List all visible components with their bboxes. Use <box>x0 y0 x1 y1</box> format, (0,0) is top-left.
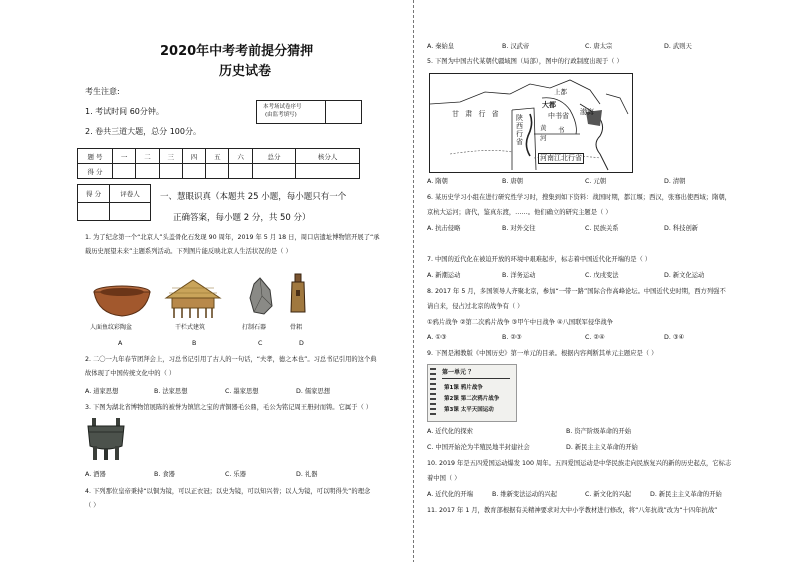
question-4-text: 4. 下列那位皇帝秉持“以铜为镜，可以正衣冠；以史为镜，可以知兴替；以人为镜，可以明得失”的理念 <box>85 488 371 495</box>
chipped-stone-tool-image <box>248 276 274 316</box>
question-11-text: 11. 2017 年 1 月，教育部根据有关精神要求对大中小学教材进行修改，将“八年抗战”改为“十四年抗战” <box>427 507 718 514</box>
q3-option-b[interactable]: B. 食器 <box>154 471 175 478</box>
lesson-1: 第1课 鸦片战争 <box>444 385 483 391</box>
question-4-text-cont: （ ） <box>85 502 100 509</box>
exam-subtitle: 历史试卷 <box>219 64 272 79</box>
section-grader-field[interactable] <box>110 203 151 221</box>
seat-number-box <box>256 100 362 124</box>
score-table-row <box>78 164 360 179</box>
q6-option-d[interactable]: D. 科技创新 <box>664 225 699 232</box>
option-letter-c: C <box>258 340 263 347</box>
notice-item: 1. 考试时间 60分钟。 <box>85 107 164 116</box>
q9-option-a[interactable]: A. 近代化的探索 <box>427 428 473 435</box>
seat-number-label: 本考场试卷序号 <box>263 104 302 110</box>
q3-option-c[interactable]: C. 乐器 <box>225 471 246 478</box>
score-cell[interactable] <box>136 164 159 179</box>
score-cell[interactable] <box>229 164 252 179</box>
q5-option-d[interactable]: D. 清朝 <box>664 178 686 185</box>
score-header-cell: 三 <box>159 149 182 164</box>
q6-option-b[interactable]: B. 对外交往 <box>502 225 536 232</box>
exam-title: 2020年中考考前提分猜押 <box>160 44 314 59</box>
section-score-box <box>77 184 151 221</box>
section-title: 一、慧眼识真（本题共 25 小题，每小题只有一个 <box>160 192 347 202</box>
stilt-house-image <box>162 278 224 320</box>
unit-contents-image <box>427 364 517 422</box>
column-divider <box>413 0 414 562</box>
question-2-text: 2. 二〇一九年春节团拜会上，习总书记引用了古人的一句话，“夫孝，德之本也”。习总书记引用的这个典 <box>85 356 377 363</box>
q8-option-d[interactable]: D. ③④ <box>664 334 685 341</box>
q4-option-c[interactable]: C. 唐太宗 <box>585 43 613 50</box>
map-label-gansu: 甘 肃 行 省 <box>452 110 501 118</box>
q9-option-d[interactable]: D. 新民主主义革命的开始 <box>566 444 638 451</box>
q7-option-d[interactable]: D. 新文化运动 <box>664 272 705 279</box>
map-label-dadu: 大都 <box>542 101 556 109</box>
q9-option-c[interactable]: C. 中国开始沦为半殖民地半封建社会 <box>427 444 530 451</box>
q10-option-d[interactable]: D. 新民主主义革命的开始 <box>650 491 722 498</box>
q8-option-c[interactable]: C. ②④ <box>585 334 605 341</box>
map-label-henan: 河南江北行省 <box>540 154 582 162</box>
score-header-cell: 五 <box>206 149 229 164</box>
q5-option-b[interactable]: B. 唐朝 <box>502 178 523 185</box>
question-1-text-cont: 载历史展望未来”主题系列活动。下列图片能反映北京人生活状况的是（ ） <box>85 248 292 255</box>
q4-option-b[interactable]: B. 汉武帝 <box>502 43 530 50</box>
map-label-shu: 书 <box>558 126 565 134</box>
map-label-huang: 黄 <box>540 124 547 132</box>
bone-spade-image <box>288 272 308 316</box>
bronze-ding-image <box>84 416 128 462</box>
q10-option-b[interactable]: B. 维新变法运动的兴起 <box>492 491 557 498</box>
q5-option-a[interactable]: A. 隋朝 <box>427 178 448 185</box>
score-table <box>77 148 360 179</box>
painted-pottery-basin-image <box>92 284 152 320</box>
q4-option-d[interactable]: D. 武则天 <box>664 43 692 50</box>
q5-option-c[interactable]: C. 元朝 <box>585 178 606 185</box>
map-label-shangdu: 上都 <box>554 88 567 96</box>
yuan-dynasty-map <box>429 73 633 173</box>
unit-heading: 第一单元 ？ <box>442 369 475 376</box>
caption-a: 人面鱼纹彩陶盆 <box>90 324 133 331</box>
seat-number-field[interactable] <box>326 101 361 123</box>
map-label-he: 河 <box>540 134 547 142</box>
section-score-label: 得 分 <box>78 185 110 203</box>
score-header-cell: 四 <box>182 149 205 164</box>
question-10-text: 10. 2019 年是五四爱国运动爆发 100 周年。五四爱国运动是中华民族走向民族复兴的新的历史起点，它标志 <box>427 460 732 467</box>
section-title-cont: 正确答案，每小题 2 分，共 50 分） <box>173 213 311 223</box>
question-9-text: 9. 下图是湘教版《中国历史》第一单元的目录。根据内容判断其单元主题应是（ ） <box>427 350 658 357</box>
option-letter-b: B <box>192 340 197 347</box>
unit-heading-rule <box>442 378 510 379</box>
notice-item: 2. 卷共三道大题，总分 100分。 <box>85 127 201 136</box>
question-6-text-cont: 京杭大运河；唐代，鉴真东渡，……。他们确立的研究主题是（ ） <box>427 209 612 216</box>
question-3-text: 3. 下图为湖北省博物馆展陈的被誉为镇馆之宝的青铜器毛公鼎，毛公为铭记周王册封而铸。它属于（ ） <box>85 404 373 411</box>
q3-option-d[interactable]: D. 礼器 <box>296 471 318 478</box>
q7-option-b[interactable]: B. 洋务运动 <box>502 272 536 279</box>
q6-option-a[interactable]: A. 抗击侵略 <box>427 225 461 232</box>
score-cell[interactable] <box>252 164 295 179</box>
q8-items: ①鸦片战争 ②第二次鸦片战争 ③甲午中日战争 ④八国联军侵华战争 <box>427 319 614 326</box>
q8-option-a[interactable]: A. ①③ <box>427 334 447 341</box>
score-header-cell: 题 号 <box>78 149 113 164</box>
question-8-text: 8. 2017 年 5 月，多国领导人齐聚北京，参加“一带一路”国际合作高峰论坛。中国近代史时期，西方列强不 <box>427 288 726 295</box>
q7-option-c[interactable]: C. 戊戌变法 <box>585 272 619 279</box>
score-header-cell: 总分 <box>252 149 295 164</box>
map-label-zhongshu: 中书省 <box>548 112 569 120</box>
q10-option-a[interactable]: A. 近代化的开端 <box>427 491 473 498</box>
map-label-shaanxi: 陕西行省 <box>516 114 523 147</box>
q2-option-b[interactable]: B. 法家思想 <box>154 388 188 395</box>
question-8-text-cont: 请自来，侵占过北京的战争有（ ） <box>427 303 524 310</box>
notice-heading: 考生注意: <box>85 87 120 96</box>
caption-d: 骨耜 <box>290 324 303 331</box>
score-row-label: 得 分 <box>78 164 113 179</box>
score-cell[interactable] <box>159 164 182 179</box>
score-header-cell: 一 <box>113 149 136 164</box>
option-letter-d: D <box>299 340 304 347</box>
question-6-text: 6. 某历史学习小组在进行研究性学习时，搜集到如下资料：战国时期，都江堰；西汉，张骞出使西域；隋朝， <box>427 194 731 201</box>
option-letter-a: A <box>118 340 123 347</box>
score-cell[interactable] <box>113 164 136 179</box>
seat-number-note: (由监考填写) <box>265 112 297 118</box>
question-7-text: 7. 中国的近代化在被迫开放的环境中艰难起步，标志着中国近代化开端的是（ ） <box>427 256 652 263</box>
q4-option-a[interactable]: A. 秦始皇 <box>427 43 455 50</box>
question-1-text: 1. 为了纪念第一个“北京人”头盖骨化石发现 90 周年，2019 年 5 月 18 日，周口店遗址博物馆开展了“承 <box>85 234 380 241</box>
caption-c: 打制石器 <box>242 324 267 331</box>
q3-option-a[interactable]: A. 酒器 <box>85 471 106 478</box>
question-10-text-cont: 着中国（ ） <box>427 475 461 482</box>
notebook-spiral <box>430 368 436 418</box>
score-cell[interactable] <box>206 164 229 179</box>
score-table-header <box>78 149 360 164</box>
section-grader-label: 评卷人 <box>110 185 151 203</box>
score-cell[interactable] <box>296 164 360 179</box>
lesson-2: 第2课 第二次鸦片战争 <box>444 396 500 402</box>
q2-option-a[interactable]: A. 道家思想 <box>85 388 119 395</box>
q7-option-a[interactable]: A. 新潮运动 <box>427 272 461 279</box>
q6-option-c[interactable]: C. 民族关系 <box>585 225 619 232</box>
map-outline <box>430 74 632 172</box>
score-cell[interactable] <box>182 164 205 179</box>
caption-b: 干栏式建筑 <box>175 324 206 331</box>
question-5-text: 5. 下图为中国古代某朝代疆域图（局部），图中的行政制度出现于（ ） <box>427 58 623 65</box>
question-2-text-cont: 故体现了中国传统文化中的（ ） <box>85 370 176 377</box>
score-header-cell: 二 <box>136 149 159 164</box>
q9-option-b[interactable]: B. 资产阶级革命的开始 <box>566 428 631 435</box>
q8-option-b[interactable]: B. ②③ <box>502 334 522 341</box>
q2-option-d[interactable]: D. 儒家思想 <box>296 388 331 395</box>
q10-option-c[interactable]: C. 新文化的兴起 <box>585 491 632 498</box>
score-header-cell: 核分人 <box>296 149 360 164</box>
score-header-cell: 六 <box>229 149 252 164</box>
q2-option-c[interactable]: C. 墨家思想 <box>225 388 259 395</box>
map-label-bohai: 渤海 <box>580 108 594 116</box>
lesson-3: 第3课 太平天国运动 <box>444 407 494 413</box>
section-score-field[interactable] <box>78 203 110 221</box>
